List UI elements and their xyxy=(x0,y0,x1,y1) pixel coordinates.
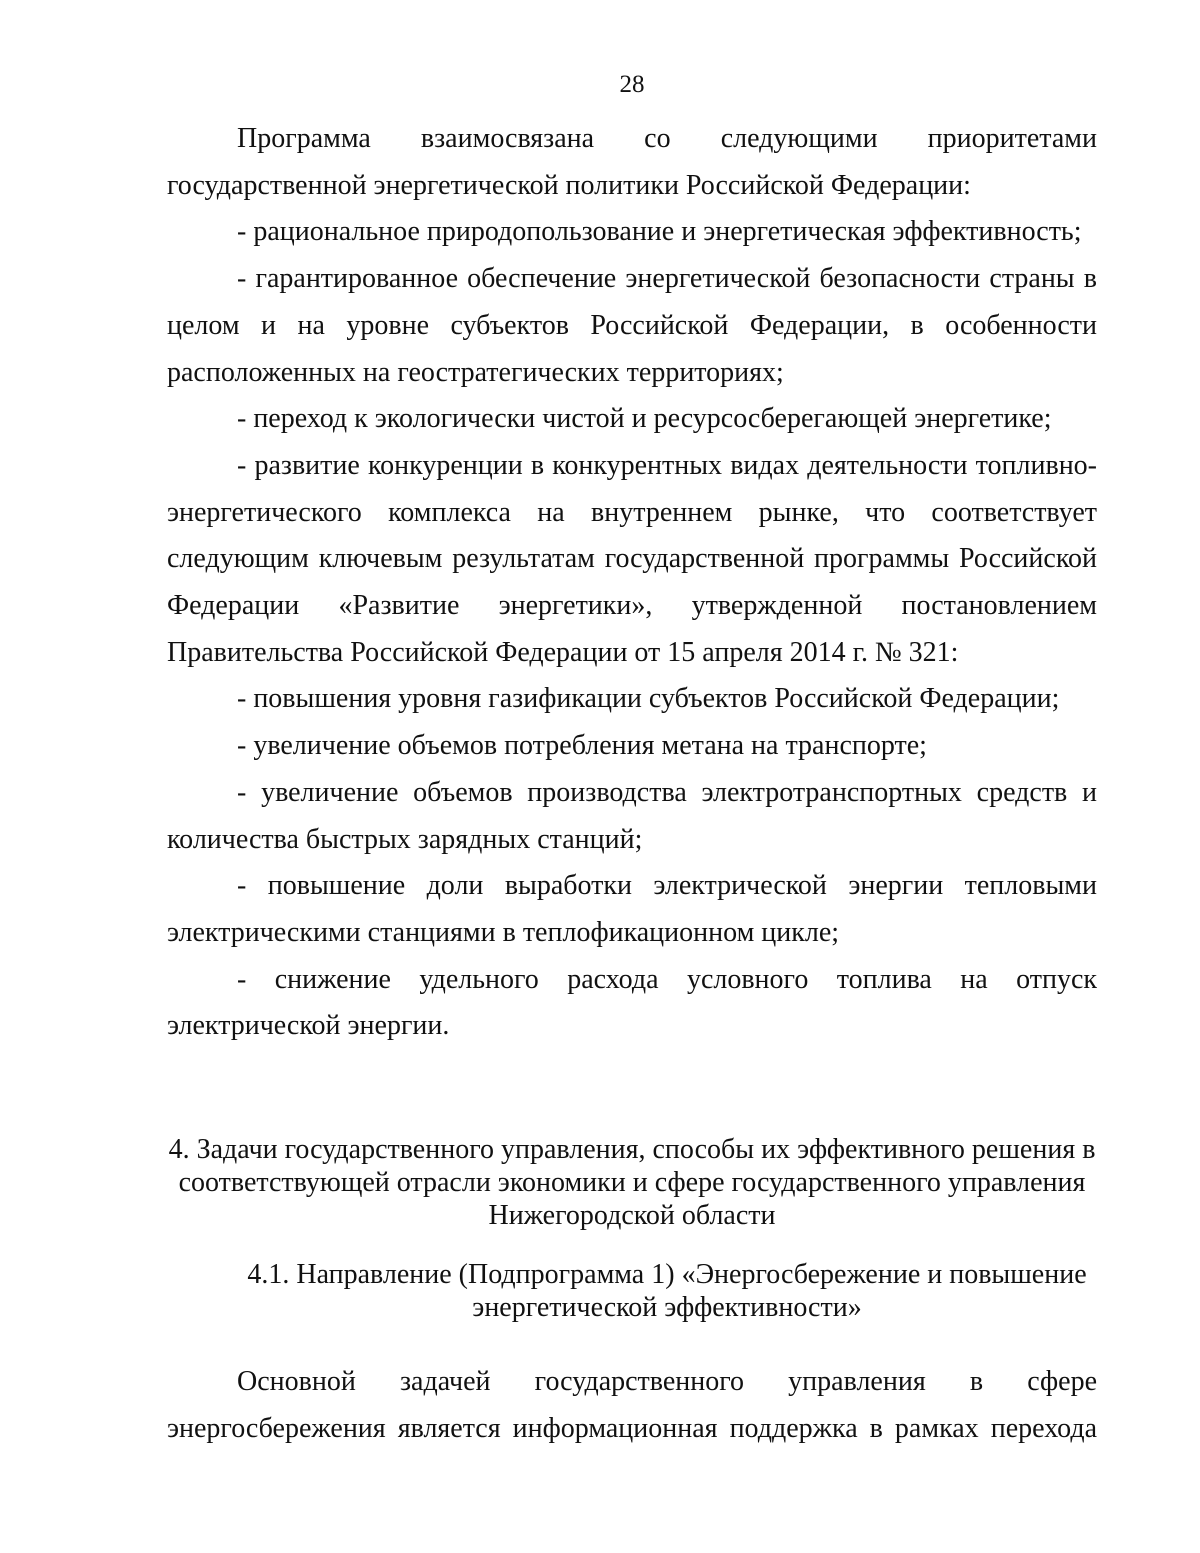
list-item: - снижение удельного расхода условного топлива на отпуск электрической энергии. xyxy=(167,963,1097,1042)
list-item: - повышения уровня газификации субъектов Российской Федерации; xyxy=(237,683,1060,715)
subsection-heading: 4.1. Направление (Подпрограмма 1) «Энергосбережение и повышение энергетической эффективности» xyxy=(247,1259,1087,1323)
closing-text-block xyxy=(167,1359,1097,1452)
section-heading: 4. Задачи государственного управления, способы их эффективного решения в соответствующей отрасли экономики и сфере государственного управления Нижегородской области xyxy=(168,1134,1096,1231)
paragraph: Основной задачей государственного управления в сфере энергосбережения является информационная поддержка в рамках перехода xyxy=(167,1366,1097,1444)
list-item: - рациональное природопользование и энергетическая эффективность; xyxy=(237,216,1082,248)
intro-text-block xyxy=(167,116,1097,1050)
list-item: - повышение доли выработки электрической энергии тепловыми электрическими станциями в теплофикационном цикле; xyxy=(167,870,1097,948)
paragraph: Программа взаимосвязана со следующими приоритетами государственной энергетической политики Российской Федерации: xyxy=(167,123,1097,201)
list-item: - переход к экологически чистой и ресурсосберегающей энергетике; xyxy=(237,403,1052,435)
list-item: - увеличение объемов производства электротранспортных средств и количества быстрых зарядных станций; xyxy=(167,776,1097,855)
list-item: - увеличение объемов потребления метана на транспорте; xyxy=(237,730,927,762)
list-item: - развитие конкуренции в конкурентных видах деятельности топливно-энергетического комплекса на внутреннем рынке, что соответствует следующим ключевым результатам государственной программы Российской Федерации «Развитие энергетики», утвержденной постановлением Правительства Российской Федерации от 15 апреля 2014 г. № 321: xyxy=(167,449,1097,668)
page-number: 28 xyxy=(619,71,645,98)
list-item: - гарантированное обеспечение энергетической безопасности страны в целом и на уровне субъектов Российской Федерации, в особенности расположенных на геостратегических территориях; xyxy=(167,263,1097,388)
